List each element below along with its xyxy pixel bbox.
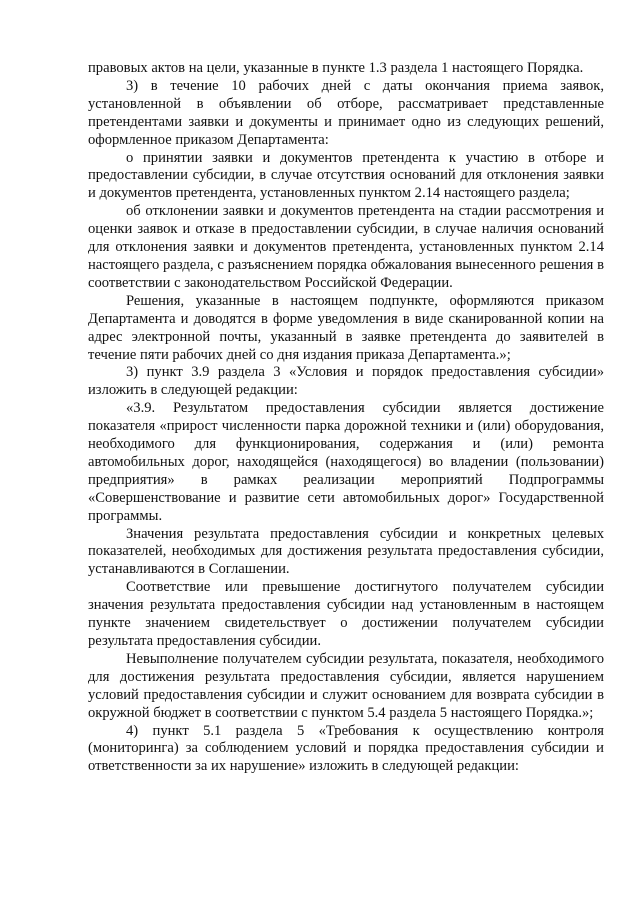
paragraph-continuation: правовых актов на цели, указанные в пункте 1.3 раздела 1 настоящего Порядка. [88, 60, 584, 76]
paragraph-achievement: Соответствие или превышение достигнутого получателем субсидии значения результата предоставления субсидии над установленным в настоящем пункте значением свидетельствует о достижении получателем субсидии результата предоставления субсидии. [88, 579, 604, 649]
document-body [88, 60, 604, 776]
paragraph-decision-reject: об отклонении заявки и документов претендента на стадии рассмотрения и оценки заявок и отказе в предоставлении субсидии, в случае наличия оснований для отклонения заявки и документов претендента, установленных пунктом 2.14 настоящего раздела, с разъяснением порядка обжалования вынесенного решения в соответствии с законодательством Российской Федерации. [88, 203, 604, 291]
paragraph-amend-3-9: 3) пункт 3.9 раздела 3 «Условия и порядок предоставления субсидии» изложить в следующей редакции: [88, 364, 604, 399]
paragraph-decisions-notice: Решения, указанные в настоящем подпункте, оформляются приказом Департамента и доводятся в форме уведомления в виде сканированной копии на адрес электронной почты, указанный в заявке претендента до заявителей в течение пяти рабочих дней со дня издания приказа Департамента.»; [88, 292, 604, 363]
paragraph-3-9-result: «3.9. Результатом предоставления субсидии является достижение показателя «прирост численности парка дорожной техники и (или) оборудования, необходимого для функционирования, содержания и (или) ремонта автомобильных дорог, находящейся (находящегося) во владении (пользовании) предприятия» в рамках реализации мероприятий Подпрограммы «Совершенствование и развитие сети автомобильных дорог» Государственной программы. [88, 400, 604, 524]
paragraph-non-fulfillment: Невыполнение получателем субсидии результата, показателя, необходимого для достижения результата предоставления субсидии, является нарушением условий предоставления субсидии и служит основанием для возврата субсидии в окружной бюджет в соответствии с пунктом 5.4 раздела 5 настоящего Порядка.»; [88, 650, 604, 721]
paragraph-amend-5-1: 4) пункт 5.1 раздела 5 «Требования к осуществлению контроля (мониторинга) за соблюдением условий и порядка предоставления субсидии и ответственности за их нарушение» изложить в следующей редакции: [88, 722, 604, 775]
paragraph-target-values: Значения результата предоставления субсидии и конкретных целевых показателей, необходимых для достижения результата предоставления субсидии, устанавливаются в Соглашении. [88, 525, 604, 578]
paragraph-decision-accept: о принятии заявки и документов претендента к участию в отборе и предоставлении субсидии, в случае отсутствия оснований для отклонения заявки и документов претендента, установленных пунктом 2.14 настоящего раздела; [88, 149, 604, 202]
paragraph-item-3: 3) в течение 10 рабочих дней с даты окончания приема заявок, установленной в объявлении об отборе, рассматривает представленные претендентами заявки и документы и принимает одно из следующих решений, оформленное приказом Департамента: [88, 77, 604, 148]
